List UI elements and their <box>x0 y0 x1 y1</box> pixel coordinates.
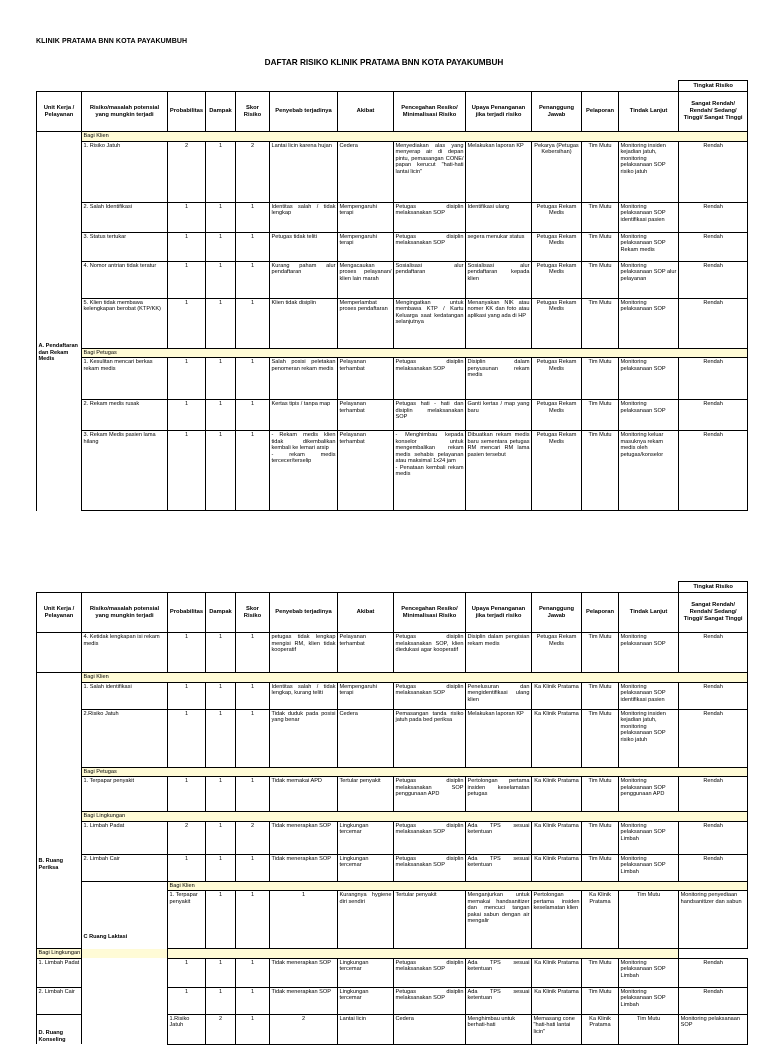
probability-cell: 1 <box>168 682 206 709</box>
score-cell: 1 <box>236 958 270 987</box>
score-cell: 2 <box>270 1014 338 1044</box>
prevention-cell: Petugas disiplin melaksanakan SOP <box>394 232 466 261</box>
cause-cell: - Rekam medis klien tidak dikembalikan kembali ke lemari arsip - rekam medis tercecer/terselip <box>270 431 338 511</box>
table-row <box>37 298 748 348</box>
col-tingkat-top: Tingkat Risiko <box>679 81 748 92</box>
handling-cell: Ada TPS sesuai ketentuan <box>466 987 532 1014</box>
follow-up-cell: Monitoring pelaksanaan SOP Limbah <box>619 987 679 1014</box>
table-row <box>37 431 748 511</box>
risk-cell: 2. Limbah Cair <box>82 854 168 881</box>
responsible-cell: Petugas Rekam Medis <box>532 400 582 431</box>
col-upaya: Upaya Penanganan jika terjadi risiko <box>466 593 532 633</box>
col-penyebab: Penyebab terjadinya <box>270 92 338 132</box>
score-cell: 1 <box>236 261 270 298</box>
responsible-cell: Ka Klinik Pratama <box>532 958 582 987</box>
handling-cell: Disiplin dalam pengisian rekam medis <box>466 633 532 673</box>
table-row <box>37 232 748 261</box>
risk-level-cell: Rendah <box>679 682 748 709</box>
prevention-cell: Petugas disiplin melaksanakan SOP <box>394 682 466 709</box>
col-penyebab: Penyebab terjadinya <box>270 593 338 633</box>
prevention-cell: Petugas hati - hati dan disiplin melaksanakan SOP <box>394 400 466 431</box>
follow-up-cell: Monitoring pelaksanaan SOP Limbah <box>619 958 679 987</box>
risk-cell: 2. Rekam medis rusak <box>82 400 168 431</box>
risk-level-cell: Rendah <box>679 821 748 854</box>
col-tindak-lanjut: Tindak Lanjut <box>619 92 679 132</box>
risk-cell: 4. Ketidak lengkapan isi rekam medis <box>82 633 168 673</box>
handling-cell: Penelusuran dan mengidentifikasi ulang klien <box>466 682 532 709</box>
score-cell: 1 <box>236 358 270 400</box>
impact-cell: 1 <box>236 1014 270 1044</box>
col-pencegahan: Pencegahan Resiko/ Minimalisasi Risiko <box>394 92 466 132</box>
col-pelaporan: Pelaporan <box>582 92 619 132</box>
col-dampak: Dampak <box>206 593 236 633</box>
reporting-cell: Tim Mutu <box>582 261 619 298</box>
impact-cell: 1 <box>236 891 270 949</box>
risk-cell: 2. Salah Identifikasi <box>82 202 168 232</box>
unit-cell <box>37 633 82 673</box>
reporting-cell: Tim Mutu <box>582 358 619 400</box>
col-akibat: Akibat <box>338 593 394 633</box>
effect-cell: Mengacaukan proses pelayanan/ klien lain marah <box>338 261 394 298</box>
probability-cell: 2 <box>168 821 206 854</box>
table-row <box>37 709 748 767</box>
reporting-cell: Tim Mutu <box>582 709 619 767</box>
table-row <box>37 633 748 673</box>
effect-cell: Lingkungan tercemar <box>338 987 394 1014</box>
follow-up-cell: Monitoring pelaksanaan SOP Rekam medis <box>619 232 679 261</box>
risk-level-cell: Rendah <box>679 958 748 987</box>
score-cell: 1 <box>236 682 270 709</box>
effect-cell: Memperlambat proses pendaftaran <box>338 298 394 348</box>
handling-cell: Memasang cone "hati-hati lantai licin" <box>532 1014 582 1044</box>
prevention-cell: Petugas disiplin melaksanakan SOP <box>394 987 466 1014</box>
probability-cell: 1 <box>168 633 206 673</box>
score-cell: 1 <box>236 298 270 348</box>
risk-cell: 1. Salah identifikasi <box>82 682 168 709</box>
handling-cell: Ganti kertas / map yang baru <box>466 400 532 431</box>
section-label: Bagi Petugas <box>82 767 748 777</box>
col-pelaporan: Pelaporan <box>582 593 619 633</box>
reporting-cell: Tim Mutu <box>582 682 619 709</box>
col-probabilitas: Probabilitas <box>168 593 206 633</box>
col-unit: Unit Kerja / Pelayanan <box>37 92 82 132</box>
risk-level-cell: Rendah <box>679 232 748 261</box>
handling-cell: segera menukar status <box>466 232 532 261</box>
responsible-cell: Petugas Rekam Medis <box>532 298 582 348</box>
handling-cell: Melakukan laporan KP <box>466 141 532 202</box>
responsible-cell: Petugas Rekam Medis <box>532 261 582 298</box>
col-skor: Skor Risiko <box>236 593 270 633</box>
impact-cell: 1 <box>206 202 236 232</box>
risk-level-cell: Rendah <box>679 141 748 202</box>
section-label: Bagi Klien <box>168 881 748 891</box>
reporting-cell: Tim Mutu <box>582 202 619 232</box>
effect-cell: Tertular penyakit <box>394 891 466 949</box>
risk-level-cell: Rendah <box>679 400 748 431</box>
effect-cell: Tertular penyakit <box>338 777 394 812</box>
reporting-cell: Tim Mutu <box>582 298 619 348</box>
score-cell: 2 <box>236 141 270 202</box>
score-cell: 1 <box>236 633 270 673</box>
risk-level-cell: Rendah <box>679 261 748 298</box>
impact-cell: 1 <box>206 358 236 400</box>
impact-cell: 1 <box>206 821 236 854</box>
prevention-cell: Petugas disiplin melaksanakan SOP penggunaan APD <box>394 777 466 812</box>
impact-cell: 1 <box>206 987 236 1014</box>
effect-cell: Pelayanan terhambat <box>338 633 394 673</box>
unit-label-c: C Ruang Laktasi <box>82 881 168 1044</box>
impact-cell: 1 <box>206 261 236 298</box>
section-label: Bagi Klien <box>82 673 748 683</box>
follow-up-cell: Monitoring keluar masuknya rekam medis oleh petugas/konselor <box>619 431 679 511</box>
cause-cell: Salah posisi peletakan penomeran rekam medis <box>270 358 338 400</box>
cause-cell: Tidak menerapkan SOP <box>270 821 338 854</box>
handling-cell: Menanyakan NIK atau nomer KK dan foto atau aplikasi yang ada di HP <box>466 298 532 348</box>
col-akibat: Akibat <box>338 92 394 132</box>
prevention-cell: Menganjurkan untuk memakai handsanitizer dan mencuci tangan pakai sabun dengan air mengalir <box>466 891 532 949</box>
score-cell: 1 <box>236 232 270 261</box>
cause-cell: petugas tidak lengkap mengisi RM, klien tidak kooperatif <box>270 633 338 673</box>
prevention-cell: Petugas disiplin melaksanakan SOP <box>394 202 466 232</box>
probability-cell: 1 <box>168 261 206 298</box>
follow-up-cell: Monitoring penyediaan handsanitizer dan sabun <box>679 891 748 949</box>
section-label: Bagi Lingkungan <box>37 949 679 959</box>
document-title: DAFTAR RISIKO KLINIK PRATAMA BNN KOTA PAYAKUMBUH <box>264 58 504 67</box>
col-tingkat-top: Tingkat Risiko <box>679 582 748 593</box>
prevention-cell: Petugas disiplin melaksanakan SOP <box>394 358 466 400</box>
unit-label-d: D. Ruang Konseling <box>37 1014 82 1044</box>
cause-cell: Identitas salah / tidak lengkap <box>270 202 338 232</box>
reporting-cell: Tim Mutu <box>582 431 619 511</box>
effect-cell: Lingkungan tercemar <box>338 854 394 881</box>
col-probabilitas: Probabilitas <box>168 92 206 132</box>
probability-cell: 1 <box>168 958 206 987</box>
effect-cell: Cedera <box>338 709 394 767</box>
cause-cell: Lantai licin <box>338 1014 394 1044</box>
org-header: KLINIK PRATAMA BNN KOTA PAYAKUMBUH <box>36 38 188 45</box>
risk-cell: 3. Status tertukar <box>82 232 168 261</box>
col-skor: Skor Risiko <box>236 92 270 132</box>
responsible-cell: Pekarya (Petugas Kebersihan) <box>532 141 582 202</box>
responsible-cell: Ka Klinik Pratama <box>532 821 582 854</box>
reporting-cell: Tim Mutu <box>582 400 619 431</box>
impact-cell: 1 <box>206 633 236 673</box>
responsible-cell: Petugas Rekam Medis <box>532 431 582 511</box>
score-cell: 1 <box>236 987 270 1014</box>
col-upaya: Upaya Penanganan jika terjadi risiko <box>466 92 532 132</box>
reporting-cell: Tim Mutu <box>582 987 619 1014</box>
effect-cell: Pelayanan terhambat <box>338 400 394 431</box>
risk-cell: 1. Limbah Padat <box>82 821 168 854</box>
effect-cell: Mempengaruhi terapi <box>338 682 394 709</box>
risk-cell: 1.Risiko Jatuh <box>168 1014 206 1044</box>
risk-cell: 1. Terpapar penyakit <box>82 777 168 812</box>
responsible-cell: Ka Klinik Pratama <box>532 854 582 881</box>
col-risiko: Risiko/masalah potensial yang mungkin terjadi <box>82 92 168 132</box>
risk-cell: 1. Kesulitan mencari berkas rekam medis <box>82 358 168 400</box>
follow-up-cell: Monitoring pelaksanaan SOP Limbah <box>619 821 679 854</box>
probability-cell: 1 <box>168 298 206 348</box>
reporting-cell: Tim Mutu <box>582 777 619 812</box>
handling-cell: Dibuatkan rekam medis baru sementara petugas RM mencari RM lama pasien tersebut <box>466 431 532 511</box>
risk-level-cell: Rendah <box>679 777 748 812</box>
col-dampak: Dampak <box>206 92 236 132</box>
prevention-cell: Petugas disiplin melaksanakan SOP <box>394 958 466 987</box>
effect-cell: Pelayanan terhambat <box>338 358 394 400</box>
prevention-cell: Menyediakan alas yang menyerap air di depan pintu, pemasangan CONE/ papan kerucut "hati-hati lantai licin" <box>394 141 466 202</box>
probability-cell: 2 <box>206 1014 236 1044</box>
prevention-cell: Mengingatkan untuk membawa KTP / Kartu Keluarga saat kedatangan selanjutnya <box>394 298 466 348</box>
section-label: Bagi Klien <box>82 132 748 142</box>
responsible-cell: Petugas Rekam Medis <box>532 358 582 400</box>
follow-up-cell: Monitoring pelaksanaan SOP <box>619 358 679 400</box>
responsible-cell: Ka Klinik Pratama <box>532 777 582 812</box>
probability-cell: 1 <box>168 854 206 881</box>
follow-up-cell: Monitoring insiden kejadian jatuh, monitoring pelaksanaan SOP risiko jatuh <box>619 709 679 767</box>
risk-level-cell: Rendah <box>679 987 748 1014</box>
effect-cell: Cedera <box>394 1014 466 1044</box>
probability-cell: 1 <box>168 709 206 767</box>
effect-cell: Lingkungan tercemar <box>338 821 394 854</box>
risk-cell: 4. Nomor antrian tidak teratur <box>82 261 168 298</box>
probability-cell: 1 <box>168 232 206 261</box>
probability-cell: 1 <box>168 202 206 232</box>
responsible-cell: Petugas Rekam Medis <box>532 232 582 261</box>
col-tindak-lanjut: Tindak Lanjut <box>619 593 679 633</box>
risk-cell: 3. Rekam Medis pasien lama hilang <box>82 431 168 511</box>
table-row <box>37 400 748 431</box>
responsible-cell: Petugas Rekam Medis <box>532 202 582 232</box>
impact-cell: 1 <box>206 777 236 812</box>
reporting-cell: Tim Mutu <box>582 633 619 673</box>
table-row <box>37 854 748 881</box>
cause-cell: Tidak duduk pada posisi yang benar <box>270 709 338 767</box>
col-risiko: Risiko/masalah potensial yang mungkin terjadi <box>82 593 168 633</box>
responsible-cell: Ka Klinik Pratama <box>532 682 582 709</box>
risk-level-cell: Rendah <box>679 854 748 881</box>
reporting-cell: Tim Mutu <box>582 958 619 987</box>
impact-cell: 1 <box>206 709 236 767</box>
follow-up-cell: Monitoring pelaksanaan SOP <box>619 400 679 431</box>
risk-level-cell: Rendah <box>679 298 748 348</box>
follow-up-cell: Monitoring pelaksanaan SOP Limbah <box>619 854 679 881</box>
reporting-cell: Tim Mutu <box>582 232 619 261</box>
responsible-cell: Ka Klinik Pratama <box>582 891 619 949</box>
responsible-cell: Ka Klinik Pratama <box>582 1014 619 1044</box>
reporting-cell: Tim Mutu <box>619 891 679 949</box>
col-unit: Unit Kerja / Pelayanan <box>37 593 82 633</box>
reporting-cell: Tim Mutu <box>582 141 619 202</box>
score-cell: 1 <box>236 777 270 812</box>
effect-cell: Mempengaruhi terapi <box>338 232 394 261</box>
table-row <box>37 141 748 202</box>
score-cell: 1 <box>270 891 338 949</box>
effect-cell: Cedera <box>338 141 394 202</box>
handling-cell: Pertolongan pertama insiden keselamatan petugas <box>466 777 532 812</box>
risk-cell: 5. Klien tidak membawa kelengkapan berobat (KTP/KK) <box>82 298 168 348</box>
responsible-cell: Ka Klinik Pratama <box>532 987 582 1014</box>
impact-cell: 1 <box>206 400 236 431</box>
col-penanggung-jawab: Penanggung Jawab <box>532 593 582 633</box>
effect-cell: Lingkungan tercemar <box>338 958 394 987</box>
probability-cell: 1 <box>168 987 206 1014</box>
unit-label-a: A. Pendaftaran dan Rekam Medis <box>37 132 82 511</box>
col-pencegahan: Pencegahan Resiko/ Minimalisasi Risiko <box>394 593 466 633</box>
score-cell: 2 <box>236 821 270 854</box>
table-row <box>37 682 748 709</box>
follow-up-cell: Monitoring insiden kejadian jatuh, monitoring pelaksanaan SOP risiko jatuh <box>619 141 679 202</box>
probability-cell: 2 <box>168 141 206 202</box>
score-cell: 1 <box>236 431 270 511</box>
cause-cell: Identitas salah / tidak lengkap, kurang teliti <box>270 682 338 709</box>
prevention-cell: Sosialisasi alur pendaftaran <box>394 261 466 298</box>
prevention-cell: - Menghimbau kepada konselor untuk mengembalikan rekam medis sehabis pelayanan atau maksimal 1x24 jam - Penataan kembali rekam medis <box>394 431 466 511</box>
probability-cell: 1 <box>206 891 236 949</box>
risk-level-cell: Rendah <box>679 709 748 767</box>
cause-cell: Tidak menerapkan SOP <box>270 987 338 1014</box>
risk-table-2 <box>36 581 748 1045</box>
handling-cell: Pertolongan pertama insiden keselamatan klien <box>532 891 582 949</box>
risk-cell: 2. Limbah Cair <box>37 987 82 1014</box>
score-cell: 1 <box>236 854 270 881</box>
table-row <box>37 261 748 298</box>
cause-cell: Kertas tipis / tanpa map <box>270 400 338 431</box>
probability-cell: 1 <box>168 777 206 812</box>
reporting-cell: Tim Mutu <box>582 821 619 854</box>
cause-cell: Klien tidak disiplin <box>270 298 338 348</box>
impact-cell: 1 <box>206 232 236 261</box>
impact-cell: 1 <box>206 431 236 511</box>
col-penanggung-jawab: Penanggung Jawab <box>532 92 582 132</box>
risk-cell: 1. Terpapar penyakit <box>168 891 206 949</box>
unit-label-b: B. Ruang Periksa <box>37 673 82 949</box>
impact-cell: 1 <box>206 958 236 987</box>
score-cell: 1 <box>236 202 270 232</box>
cause-cell: Tidak menerapkan SOP <box>270 958 338 987</box>
follow-up-cell: Monitoring pelaksanaan SOP <box>619 633 679 673</box>
handling-cell: Identifikasi ulang <box>466 202 532 232</box>
risk-level-cell: Rendah <box>679 633 748 673</box>
responsible-cell: Ka Klinik Pratama <box>532 709 582 767</box>
follow-up-cell: Monitoring pelaksanaan SOP <box>619 298 679 348</box>
follow-up-cell: Monitoring pelaksanaan SOP penggunaan APD <box>619 777 679 812</box>
cause-cell: Lantai licin karena hujan <box>270 141 338 202</box>
probability-cell: 1 <box>168 431 206 511</box>
table-row <box>37 777 748 812</box>
risk-level-cell: Rendah <box>679 431 748 511</box>
section-label: Bagi Petugas <box>82 348 748 358</box>
handling-cell: Disiplin dalam penyusunan rekam medis <box>466 358 532 400</box>
follow-up-cell: Monitoring pelaksanaan SOP identifikasi pasien <box>619 682 679 709</box>
risk-cell: 2.Risiko Jatuh <box>82 709 168 767</box>
score-cell: 1 <box>236 400 270 431</box>
table-row <box>37 821 748 854</box>
handling-cell: Sosialisasi alur pendaftaran kepada klien <box>466 261 532 298</box>
handling-cell: Ada TPS sesuai ketentuan <box>466 821 532 854</box>
cause-cell: Kurangnya hygiene diri sendiri <box>338 891 394 949</box>
cause-cell: Tidak memakai APD <box>270 777 338 812</box>
cause-cell: Tidak menerapkan SOP <box>270 854 338 881</box>
prevention-cell: Pemasangan tanda risiko jatuh pada bed periksa <box>394 709 466 767</box>
follow-up-cell: Monitoring pelaksanaan SOP <box>679 1014 748 1044</box>
probability-cell: 1 <box>168 400 206 431</box>
impact-cell: 1 <box>206 298 236 348</box>
effect-cell: Mempengaruhi terapi <box>338 202 394 232</box>
reporting-cell: Tim Mutu <box>582 854 619 881</box>
handling-cell: Ada TPS sesuai ketentuan <box>466 854 532 881</box>
prevention-cell: Menghimbau untuk berhati-hati <box>466 1014 532 1044</box>
handling-cell: Melakukan laporan KP <box>466 709 532 767</box>
col-tingkat-risiko: Sangat Rendah/ Rendah/ Sedang/ Tinggi/ Sangat Tinggi <box>679 92 748 132</box>
prevention-cell: Petugas disiplin melaksanakan SOP, klien diedukasi agar kooperatif <box>394 633 466 673</box>
cause-cell: Petugas tidak teliti <box>270 232 338 261</box>
risk-cell: 1. Risiko Jatuh <box>82 141 168 202</box>
risk-table-1 <box>36 80 748 511</box>
impact-cell: 1 <box>206 854 236 881</box>
reporting-cell: Tim Mutu <box>619 1014 679 1044</box>
follow-up-cell: Monitoring pelaksanaan SOP alur pelayanan <box>619 261 679 298</box>
prevention-cell: Petugas disiplin melaksanakan SOP <box>394 821 466 854</box>
table-row <box>37 358 748 400</box>
prevention-cell: Petugas disiplin melaksanakan SOP <box>394 854 466 881</box>
col-tingkat-risiko: Sangat Rendah/ Rendah/ Sedang/ Tinggi/ Sangat Tinggi <box>679 593 748 633</box>
handling-cell: Ada TPS sesuai ketentuan <box>466 958 532 987</box>
section-label: Bagi Lingkungan <box>82 812 748 822</box>
cause-cell: Kurang paham alur pendaftaran <box>270 261 338 298</box>
risk-level-cell: Rendah <box>679 358 748 400</box>
responsible-cell: Petugas Rekam Medis <box>532 633 582 673</box>
risk-cell: 1. Limbah Padat <box>37 958 82 987</box>
impact-cell: 1 <box>206 141 236 202</box>
risk-level-cell: Rendah <box>679 202 748 232</box>
effect-cell: Pelayanan terhambat <box>338 431 394 511</box>
probability-cell: 1 <box>168 358 206 400</box>
follow-up-cell: Monitoring pelaksanaan SOP identifikasi pasien <box>619 202 679 232</box>
score-cell: 1 <box>236 709 270 767</box>
table-row <box>37 202 748 232</box>
impact-cell: 1 <box>206 682 236 709</box>
